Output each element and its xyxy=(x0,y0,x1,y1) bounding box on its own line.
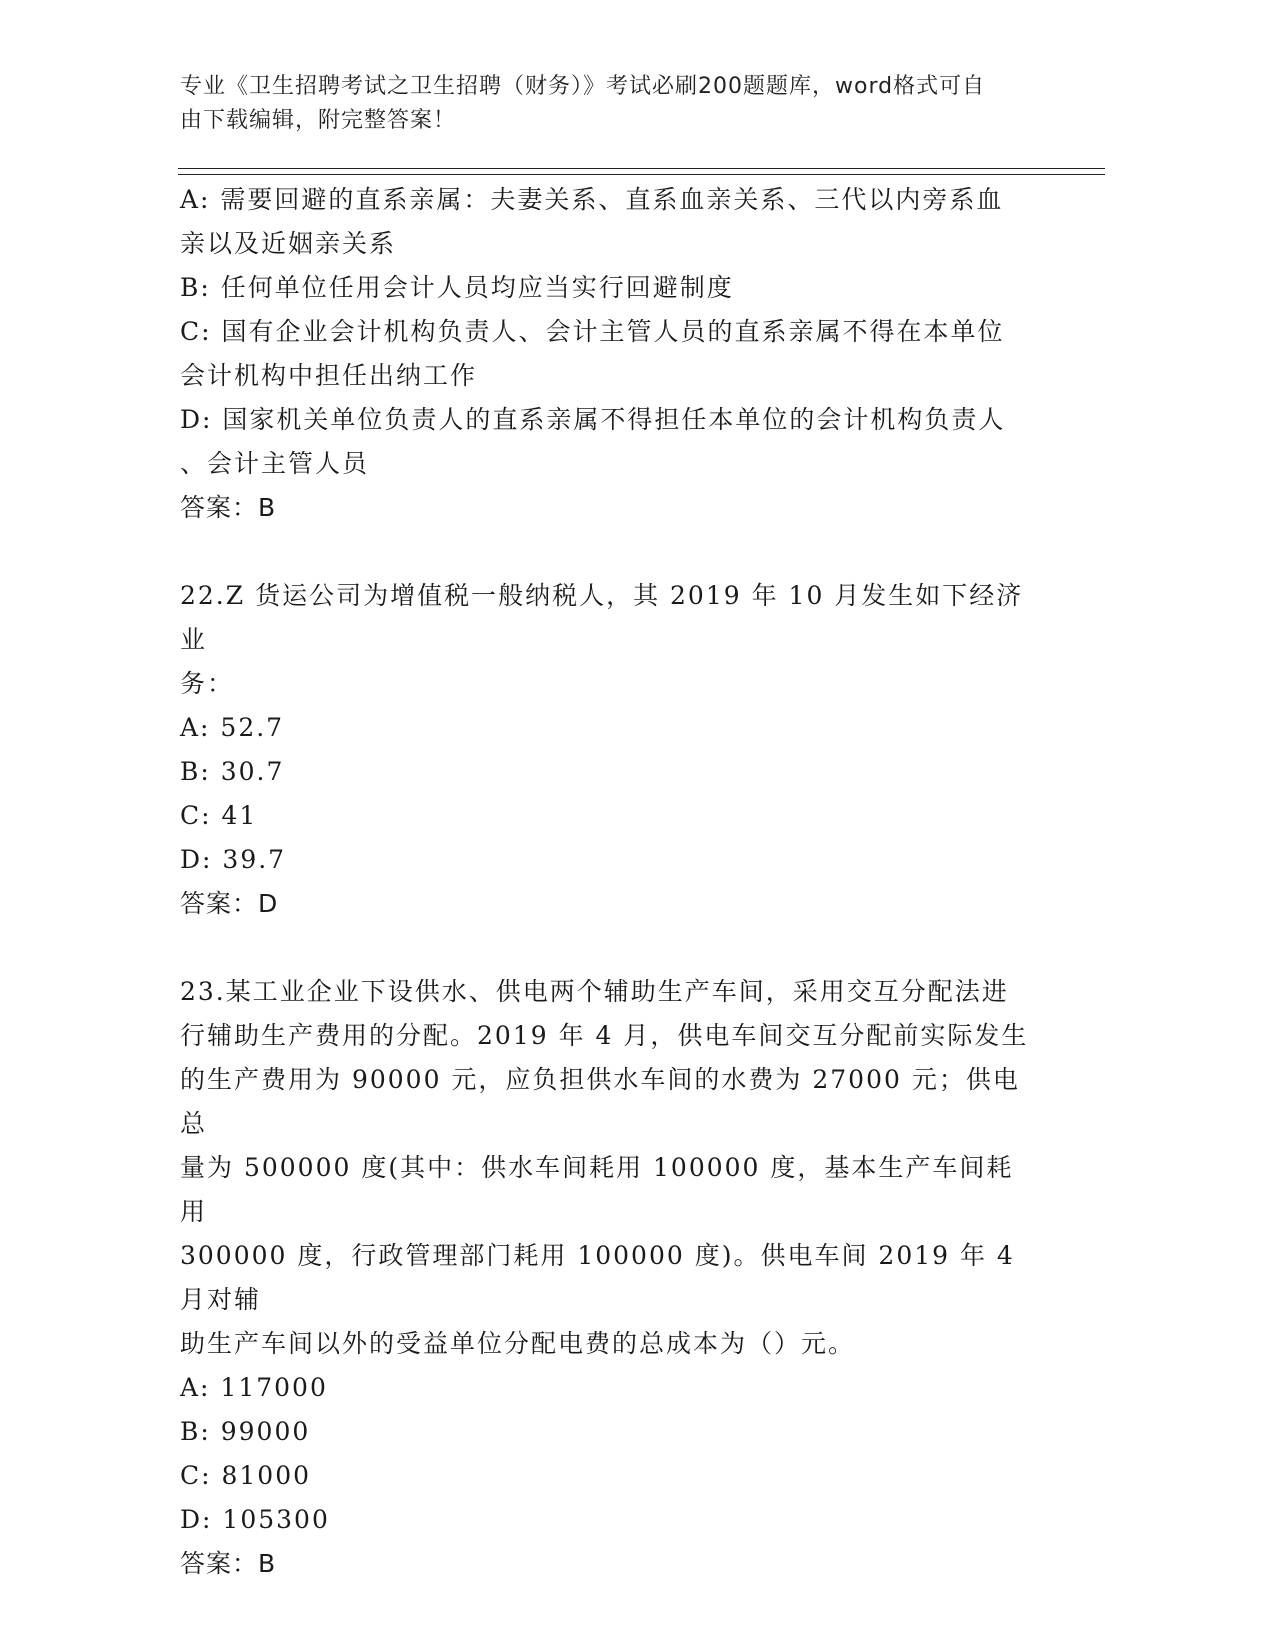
question-23-stem-line-5: 300000 度，行政管理部门耗用 100000 度)。供电车间 2019 年 4 月对辅 xyxy=(180,1241,1015,1314)
option-a-line-1: A: 需要回避的直系亲属：夫妻关系、直系血亲关系、三代以内旁系血 xyxy=(180,185,1004,214)
answer-22: 答案：D xyxy=(180,889,279,918)
option-a-line-2: 亲以及近姻亲关系 xyxy=(180,229,397,258)
option-b: B: 任何单位任用会计人员均应当实行回避制度 xyxy=(180,273,734,302)
answer-23: 答案：B xyxy=(180,1549,277,1578)
option-c-line-1: C: 国有企业会计机构负责人、会计主管人员的直系亲属不得在本单位 xyxy=(180,317,1005,346)
question-22-stem-line-2: 务： xyxy=(180,669,235,698)
option-d-line-1: D: 国家机关单位负责人的直系亲属不得担任本单位的会计机构负责人 xyxy=(180,405,1006,434)
option-b: B: 30.7 xyxy=(180,757,285,786)
document-header xyxy=(180,70,1040,138)
question-23-stem-line-3: 的生产费用为 90000 元，应负担供水车间的水费为 27000 元；供电总 xyxy=(180,1065,1020,1138)
option-a: A: 52.7 xyxy=(180,713,285,742)
header-line-1: 专业《卫生招聘考试之卫生招聘（财务）》考试必刷200题题库，word格式可自 xyxy=(180,74,986,99)
spacer xyxy=(180,926,1035,970)
question-23-stem-line-1: 23.某工业企业下设供水、供电两个辅助生产车间，采用交互分配法进 xyxy=(180,977,1009,1006)
option-d: D: 105300 xyxy=(180,1505,330,1534)
option-a: A: 117000 xyxy=(180,1373,328,1402)
question-23-stem-line-2: 行辅助生产费用的分配。2019 年 4 月，供电车间交互分配前实际发生 xyxy=(180,1021,1029,1050)
option-c-line-2: 会计机构中担任出纳工作 xyxy=(180,361,478,390)
option-b: B: 99000 xyxy=(180,1417,311,1446)
question-22-stem-line-1: 22.Z 货运公司为增值税一般纳税人，其 2019 年 10 月发生如下经济业 xyxy=(180,581,1024,654)
question-content xyxy=(180,178,1035,1586)
question-21-block xyxy=(180,178,1035,530)
question-23-stem-line-6: 助生产车间以外的受益单位分配电费的总成本为（）元。 xyxy=(180,1329,856,1358)
question-23-stem-line-4: 量为 500000 度(其中：供水车间耗用 100000 度，基本生产车间耗用 xyxy=(180,1153,1014,1226)
spacer xyxy=(180,530,1035,574)
question-23-block xyxy=(180,970,1035,1586)
question-22-block xyxy=(180,574,1035,926)
header-divider-bottom xyxy=(178,174,1105,175)
answer-21: 答案：B xyxy=(180,493,277,522)
option-d: D: 39.7 xyxy=(180,845,287,874)
header-line-2: 由下载编辑，附完整答案！ xyxy=(180,108,457,133)
option-d-line-2: 、会计主管人员 xyxy=(180,449,370,478)
header-divider-top xyxy=(178,168,1105,169)
option-c: C: 41 xyxy=(180,801,258,830)
option-c: C: 81000 xyxy=(180,1461,312,1490)
